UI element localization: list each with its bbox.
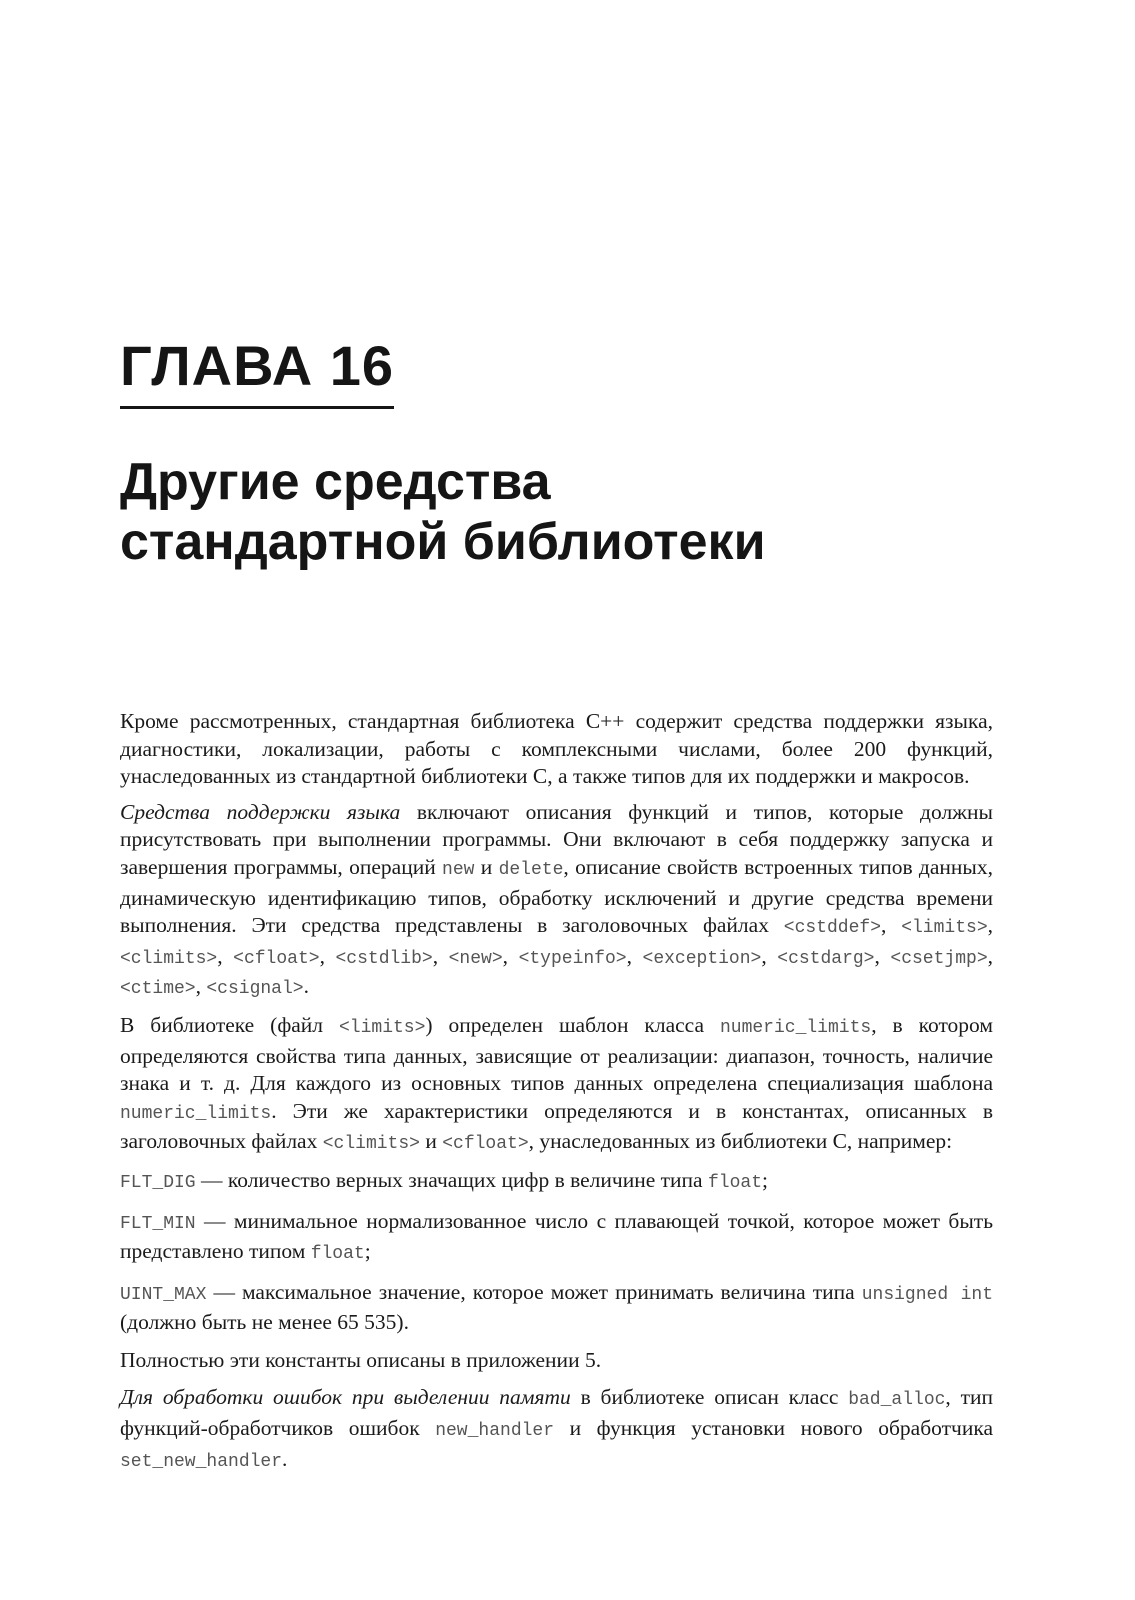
- code-float: float: [310, 1244, 365, 1265]
- code-set-new-handler: set_new_handler: [120, 1451, 283, 1472]
- header-limits: <limits>: [338, 1017, 426, 1038]
- chapter-number: ГЛАВА 16: [120, 336, 394, 409]
- emphasis-term: Средства поддержки языка: [120, 799, 401, 824]
- definition-uint-max: UINT_MAX — максимальное значение, которое может принимать величина типа unsigned int (должно быть не менее 65 535).: [120, 1279, 993, 1335]
- paragraph-memory-errors: Для обработки ошибок при выделении памяти в библиотеке описан класс bad_alloc, тип функций-обработчиков ошибок new_handler и функция установки нового обработчика set_new_handler.: [120, 1385, 993, 1472]
- code-new-handler: new_handler: [435, 1421, 555, 1442]
- paragraph-appendix-ref: Полностью эти константы описаны в приложении 5.: [120, 1347, 602, 1372]
- code-numeric-limits: numeric_limits: [120, 1103, 272, 1124]
- chapter-title: [120, 452, 1020, 572]
- header-cfloat: <cfloat>: [442, 1134, 529, 1155]
- header-cstdlib: <cstdlib>: [335, 948, 433, 969]
- code-uint-max: UINT_MAX: [120, 1284, 207, 1305]
- header-new: <new>: [448, 948, 503, 969]
- code-flt-dig: FLT_DIG: [120, 1172, 196, 1193]
- header-cstdarg: <cstdarg>: [777, 948, 875, 969]
- header-csignal: <csignal>: [206, 979, 304, 1000]
- chapter-title-line-1: Другие средства: [120, 453, 551, 511]
- code-delete: delete: [498, 859, 564, 880]
- header-cfloat: <cfloat>: [233, 948, 320, 969]
- body-text: [120, 708, 993, 1484]
- emphasis-term: Для обработки ошибок при выделении памяти: [120, 1385, 571, 1410]
- header-climits: <climits>: [322, 1134, 420, 1155]
- code-float: float: [707, 1172, 762, 1193]
- code-unsigned-int: unsigned int: [861, 1284, 993, 1305]
- paragraph-language-support: Средства поддержки языка включают описания функций и типов, которые должны присутствовать при выполнении программы. Они включают в себя поддержку запуска и завершения программы, операций new и delete, описание свойств встроенных типов данных, динамическую идентификацию типов, обработку исключений и другие средства времени выполнения. Эти средства представлены в заголовочных файлах <cstddef>, <limits>, <climits>, <cfloat>, <cstdlib>, <new>, <typeinfo>, <exception>, <cstdarg>, <csetjmp>, <ctime>, <csignal>.: [120, 799, 993, 1000]
- header-csetjmp: <csetjmp>: [890, 948, 988, 969]
- code-numeric-limits: numeric_limits: [719, 1017, 872, 1038]
- code-flt-min: FLT_MIN: [120, 1213, 196, 1234]
- definition-flt-min: FLT_MIN — минимальное нормализованное число с плавающей точкой, которое может быть представлено типом float;: [120, 1208, 993, 1265]
- definition-flt-dig: FLT_DIG — количество верных значащих цифр в величине типа float;: [120, 1167, 768, 1193]
- header-ctime: <ctime>: [120, 979, 196, 1000]
- chapter-title-line-2: стандартной библиотеки: [120, 513, 766, 571]
- header-typeinfo: <typeinfo>: [518, 948, 627, 969]
- code-new: new: [442, 859, 475, 880]
- header-limits: <limits>: [901, 918, 988, 939]
- paragraph-numeric-limits: В библиотеке (файл <limits>) определен шаблон класса numeric_limits, в котором определяются свойства типа данных, зависящие от реализации: диапазон, точность, наличие знака и т. д. Для каждого из основных типов данных определена специализация шаблона numeric_limits. Эти же характеристики определяются и в константах, описанных в заголовочных файлах <climits> и <cfloat>, унаследованных из библиотеки C, например:: [120, 1012, 993, 1155]
- header-climits: <climits>: [120, 948, 218, 969]
- header-cstddef: <cstddef>: [783, 918, 881, 939]
- header-exception: <exception>: [642, 948, 762, 969]
- paragraph-intro: Кроме рассмотренных, стандартная библиотека C++ содержит средства поддержки языка, диагностики, локализации, работы с комплексными числами, более 200 функций, унаследованных из стандартной библиотеки C, а также типов для их поддержки и макросов.: [120, 709, 993, 789]
- code-bad-alloc: bad_alloc: [848, 1390, 946, 1411]
